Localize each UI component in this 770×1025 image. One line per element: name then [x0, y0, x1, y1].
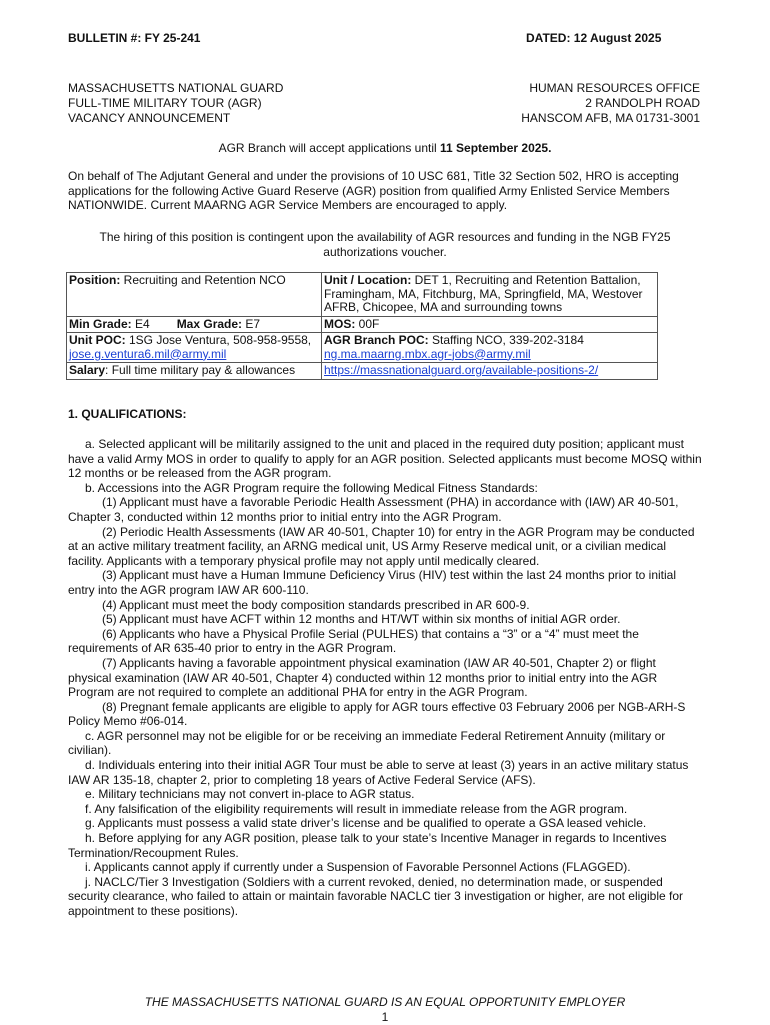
qualification-item: j. NACLC/Tier 3 Investigation (Soldiers with a current revoked, denied, no determination made, or suspended security clearance, who failed to attain or maintain favorable NACLC tier 3 investigation or higher, are not eligible for appointment to these positions). — [68, 874, 683, 918]
qualification-item: b. Accessions into the AGR Program require the following Medical Fitness Standards: — [85, 480, 538, 495]
qualifications-heading: 1. QUALIFICATIONS: — [68, 407, 187, 421]
deadline-prefix: AGR Branch will accept applications until — [218, 141, 441, 155]
unit-poc-value: 1SG Jose Ventura, 508-958-9558, — [125, 333, 312, 347]
unit-poc-cell — [67, 333, 322, 363]
bulletin-number: BULLETIN #: FY 25-241 — [68, 31, 201, 45]
position-cell — [67, 273, 322, 317]
qualification-item: h. Before applying for any AGR position, please talk to your state’s Incentive Manager in regards to Incentives Termination/Recoupment Rules. — [68, 831, 667, 860]
organization-block — [68, 81, 398, 126]
table-row — [67, 273, 658, 317]
qualification-item: (2) Periodic Health Assessments (IAW AR 40-501, Chapter 10) for entry in the AGR Program may be conducted at an active military treatment facility, an ARNG medical unit, US Army Reserve medical unit, or a civilian medical facility. Applicants with a temporary physical profile may not apply until medically cleared. — [68, 524, 695, 568]
qualification-item: (4) Applicant must meet the body composition standards prescribed in AR 600-9. — [102, 597, 530, 612]
deadline-date: 11 September 2025. — [440, 141, 552, 155]
qualifications-list — [68, 437, 702, 919]
qualification-item: (8) Pregnant female applicants are eligible to apply for AGR tours effective 03 February 2006 per NGB-ARH-S Policy Memo #06-014. — [68, 699, 686, 729]
application-deadline — [0, 141, 770, 156]
qualification-item: i. Applicants cannot apply if currently under a Suspension of Favorable Personnel Actions (FLAGGED). — [85, 860, 631, 875]
address-line: 2 RANDOLPH ROAD — [585, 96, 700, 110]
table-row — [67, 363, 658, 380]
qualification-item: e. Military technicians may not convert in-place to AGR status. — [85, 787, 415, 802]
available-positions-link[interactable]: https://massnationalguard.org/available-positions-2/ — [324, 363, 599, 377]
unit-location-value: DET 1, Recruiting and Retention Battalion, Framingham, MA, Fitchburg, MA, Springfield, MA, Westover AFRB, Chicopee, MA and surrounding towns — [324, 273, 643, 314]
address-block — [370, 81, 700, 126]
org-line: FULL-TIME MILITARY TOUR (AGR) — [68, 96, 262, 110]
mos-label: MOS: — [324, 316, 356, 331]
salary-cell — [67, 363, 322, 380]
mos-cell — [322, 316, 658, 333]
min-grade-value: E4 — [131, 316, 150, 331]
qualification-item: f. Any falsification of the eligibility requirements will result in immediate release from the AGR program. — [85, 801, 628, 816]
branch-poc-email-link[interactable]: ng.ma.maarng.mbx.agr-jobs@army.mil — [324, 346, 531, 361]
branch-poc-value: Staffing NCO, 339-202-3184 — [428, 333, 584, 347]
qualification-item: a. Selected applicant will be militarily assigned to the unit and placed in the required duty position; applicant must have a valid Army MOS in order to qualify to apply for an AGR position. Selected applicants must become MOSQ within 12 months or be released from the AGR program. — [68, 437, 702, 481]
unit-location-cell — [322, 273, 658, 317]
org-line: MASSACHUSETTS NATIONAL GUARD — [68, 81, 284, 95]
min-grade-label: Min Grade: — [69, 316, 132, 331]
table-row — [67, 316, 658, 333]
qualification-item: (5) Applicant must have ACFT within 12 months and HT/WT within six months of initial AGR order. — [102, 612, 621, 627]
hiring-contingency: The hiring of this position is contingent upon the availability of AGR resources and funding in the NGB FY25 authorizations voucher. — [99, 230, 671, 259]
branch-poc-cell — [322, 333, 658, 363]
table-row — [67, 333, 658, 363]
position-value: Recruiting and Retention NCO — [120, 273, 286, 287]
mos-value: 00F — [355, 316, 380, 331]
max-grade-label: Max Grade: — [176, 316, 243, 331]
qualification-item: g. Applicants must possess a valid state driver’s license and be qualified to operate a GSA leased vehicle. — [85, 816, 647, 831]
unit-location-label: Unit / Location: — [324, 273, 412, 287]
intro-paragraph: On behalf of The Adjutant General and under the provisions of 10 USC 681, Title 32 Section 502, HRO is accepting applications for the following Active Guard Reserve (AGR) position from qualified Army Enlisted Service Members NATIONWIDE. Current MAARNG AGR Service Members are encouraged to apply. — [68, 169, 679, 213]
salary-label: Salary — [69, 363, 106, 377]
position-info-table — [66, 272, 658, 380]
max-grade-value: E7 — [242, 316, 261, 331]
bulletin-date: DATED: 12 August 2025 — [526, 31, 662, 45]
positions-url-cell — [322, 363, 658, 380]
unit-poc-label: Unit POC: — [69, 333, 126, 347]
address-line: HANSCOM AFB, MA 01731-3001 — [521, 111, 700, 125]
org-line: VACANCY ANNOUNCEMENT — [68, 111, 231, 125]
equal-opportunity-footer: THE MASSACHUSETTS NATIONAL GUARD IS AN EQUAL OPPORTUNITY EMPLOYER — [144, 995, 626, 1009]
grade-cell — [67, 316, 322, 333]
qualification-item: (6) Applicants who have a Physical Profile Serial (PULHES) that contains a “3” or a “4” must meet the requirements of AR 635-40 prior to entry in the AGR Program. — [68, 626, 639, 656]
position-label: Position: — [69, 273, 121, 287]
address-line: HUMAN RESOURCES OFFICE — [529, 81, 700, 95]
qualification-item: (7) Applicants having a favorable appointment physical examination (IAW AR 40-501, Chapter 2) or flight physical examination (IAW AR 40-501, Chapter 4) conducted within 12 months prior to initial entry into the AGR Program are not required to complete an additional PHA for entry in the AGR Program. — [68, 655, 658, 700]
salary-value: : Full time military pay & allowances — [105, 363, 296, 377]
branch-poc-label: AGR Branch POC: — [324, 333, 429, 347]
page-number: 1 — [381, 1010, 389, 1024]
qualification-item: (3) Applicant must have a Human Immune Deficiency Virus (HIV) test within the last 24 months prior to initial entry into the AGR program IAW AR 600-110. — [68, 568, 677, 597]
qualification-item: (1) Applicant must have a favorable Periodic Health Assessment (PHA) in accordance with (IAW) AR 40-501, Chapter 3, conducted within 12 months prior to initial entry into the AGR Program. — [68, 495, 679, 524]
unit-poc-email-link[interactable]: jose.g.ventura6.mil@army.mil — [69, 346, 227, 361]
qualification-item: c. AGR personnel may not be eligible for or be receiving an immediate Federal Retirement Annuity (military or civilian). — [68, 728, 666, 758]
qualification-item: d. Individuals entering into their initial AGR Tour must be able to serve at least (3) years in an active military status IAW AR 135-18, chapter 2, prior to completing 18 years of Active Federal Service (AFS). — [68, 758, 689, 787]
